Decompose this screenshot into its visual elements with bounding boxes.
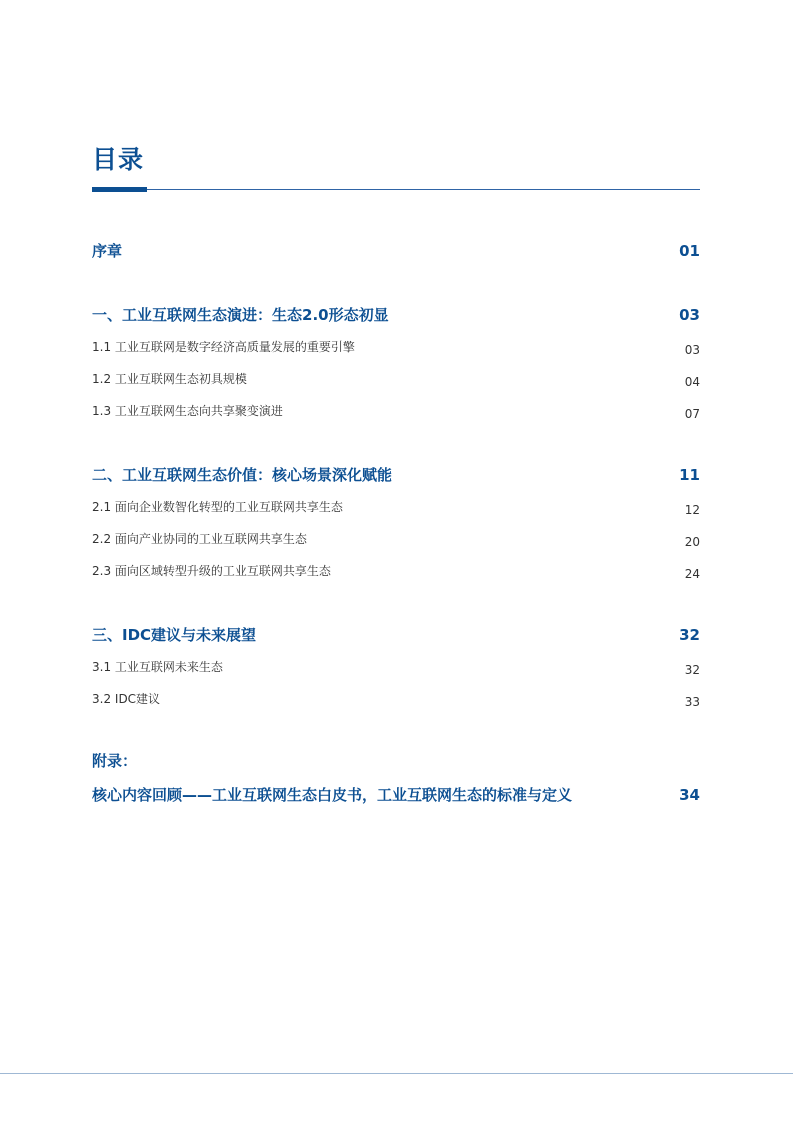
toc-entry-title: 2.3 面向区域转型升级的工业互联网共享生态 bbox=[92, 564, 331, 578]
toc-entry-page: 20 bbox=[684, 535, 700, 549]
toc-entry-page: 24 bbox=[684, 567, 700, 581]
toc-entry-chapter-3[interactable] bbox=[92, 624, 700, 646]
toc-entry-title: 1.1 工业互联网是数字经济高质量发展的重要引擎 bbox=[92, 340, 355, 354]
toc-entry-page: 32 bbox=[684, 663, 700, 677]
toc-entry-section-2-2[interactable] bbox=[92, 530, 700, 552]
toc-entry-section-2-3[interactable] bbox=[92, 562, 700, 584]
toc-entry-section-1-2[interactable] bbox=[92, 370, 700, 392]
toc-entry-section-3-2[interactable] bbox=[92, 690, 700, 712]
toc-entry-title: 一、工业互联网生态演进：生态2.0形态初显 bbox=[92, 306, 389, 324]
toc-entry-section-3-1[interactable] bbox=[92, 658, 700, 680]
toc-entry-title: 3.1 工业互联网未来生态 bbox=[92, 660, 223, 674]
toc-entry-preface[interactable] bbox=[92, 240, 700, 262]
toc-entry-title: 核心内容回顾——工业互联网生态白皮书，工业互联网生态的标准与定义 bbox=[92, 786, 573, 804]
toc-entry-chapter-1[interactable] bbox=[92, 304, 700, 326]
toc-entry-appendix[interactable] bbox=[92, 784, 700, 806]
toc-entry-page: 03 bbox=[679, 306, 700, 324]
toc-entry-page: 34 bbox=[679, 786, 700, 804]
toc-entry-page: 01 bbox=[679, 242, 700, 260]
toc-entry-title: 序章 bbox=[92, 242, 123, 260]
toc-entry-title: 1.3 工业互联网生态向共享聚变演进 bbox=[92, 404, 283, 418]
toc-appendix-label bbox=[92, 750, 700, 772]
toc-entry-title: 三、IDC建议与未来展望 bbox=[92, 626, 257, 644]
toc-entry-page: 03 bbox=[684, 343, 700, 357]
toc-entry-title: 附录： bbox=[92, 752, 138, 770]
toc-entry-section-1-1[interactable] bbox=[92, 338, 700, 360]
toc-entry-title: 3.2 IDC建议 bbox=[92, 692, 161, 706]
toc-entry-title: 二、工业互联网生态价值：核心场景深化赋能 bbox=[92, 466, 393, 484]
toc-entry-page: 33 bbox=[684, 695, 700, 709]
toc-entry-section-2-1[interactable] bbox=[92, 498, 700, 520]
page-title: 目录 bbox=[92, 145, 145, 174]
toc-entry-title: 2.1 面向企业数智化转型的工业互联网共享生态 bbox=[92, 500, 343, 514]
toc-entry-section-1-3[interactable] bbox=[92, 402, 700, 424]
toc-entry-page: 04 bbox=[684, 375, 700, 389]
toc-entry-page: 32 bbox=[679, 626, 700, 644]
toc-entry-title: 2.2 面向产业协同的工业互联网共享生态 bbox=[92, 532, 307, 546]
toc-entry-page: 11 bbox=[679, 466, 700, 484]
toc-entry-chapter-2[interactable] bbox=[92, 464, 700, 486]
toc-entry-page: 07 bbox=[684, 407, 700, 421]
footer-divider bbox=[0, 1073, 793, 1074]
title-accent-bar bbox=[92, 187, 147, 192]
title-divider bbox=[92, 189, 700, 190]
toc-entry-title: 1.2 工业互联网生态初具规模 bbox=[92, 372, 247, 386]
toc-entry-page: 12 bbox=[684, 503, 700, 517]
